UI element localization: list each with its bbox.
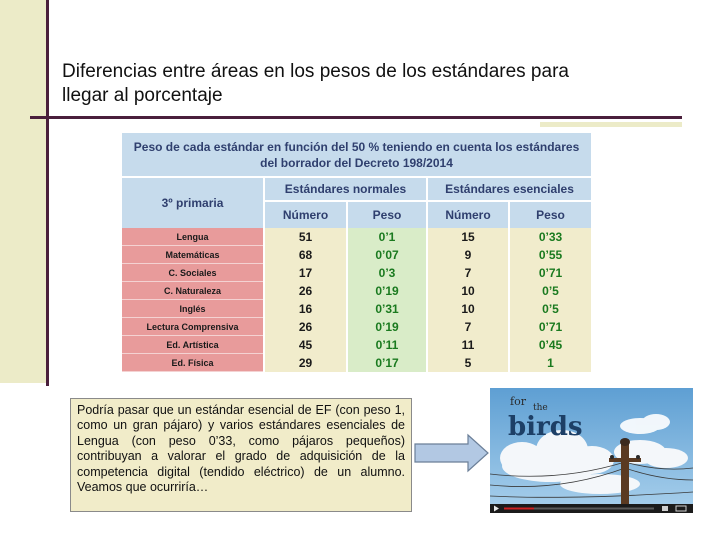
table-row <box>122 228 591 246</box>
standards-table-image <box>122 133 591 369</box>
volume-icon <box>662 506 668 511</box>
normal-weight-cell: 0’17 <box>347 354 427 372</box>
table-row <box>122 300 591 318</box>
normal-number-cell: 17 <box>264 264 347 282</box>
explanation-note-text: Podría pasar que un estándar esencial de EF (con peso 1, como un gran pájaro) y varios estándares esenciales de Lengua (con peso 0’33, como pájaros pequeños) contribuyan a valorar el grado de adquisición de la competencia digital (tendido eléctrico) de un alumno. Veamos que ocurriría… <box>77 403 405 495</box>
slide-title <box>62 60 682 108</box>
subject-cell: Ed. Física <box>122 354 264 372</box>
essential-weight-cell: 0’5 <box>509 300 591 318</box>
subject-cell: C. Naturaleza <box>122 282 264 300</box>
video-controls <box>490 504 693 513</box>
normal-weight-cell: 0’19 <box>347 282 427 300</box>
table-row <box>122 336 591 354</box>
table-row <box>122 246 591 264</box>
essential-weight-cell: 0’45 <box>509 336 591 354</box>
title-divider <box>30 116 682 119</box>
essential-number-cell: 7 <box>427 318 509 336</box>
essential-weight-header: Peso <box>509 201 591 228</box>
subject-cell: Lengua <box>122 228 264 246</box>
table-row <box>122 354 591 372</box>
normal-weight-cell: 0’19 <box>347 318 427 336</box>
side-band <box>0 0 46 383</box>
normal-weight-cell: 0’07 <box>347 246 427 264</box>
essential-number-cell: 7 <box>427 264 509 282</box>
title-divider-accent <box>540 122 682 127</box>
progress-fill <box>504 508 534 510</box>
essential-weight-cell: 0’55 <box>509 246 591 264</box>
logo-for: for <box>510 395 526 408</box>
table-row <box>122 282 591 300</box>
essential-number-cell: 9 <box>427 246 509 264</box>
logo-the: the <box>533 403 548 413</box>
normal-weight-cell: 0’1 <box>347 228 427 246</box>
play-icon <box>494 506 499 512</box>
essential-weight-cell: 0’5 <box>509 282 591 300</box>
normal-number-cell: 68 <box>264 246 347 264</box>
normal-standards-header: Estándares normales <box>264 177 427 201</box>
normal-number-cell: 45 <box>264 336 347 354</box>
table-row <box>122 264 591 282</box>
essential-number-cell: 11 <box>427 336 509 354</box>
normal-weight-header: Peso <box>347 201 427 228</box>
logo-birds: birds <box>508 412 583 442</box>
normal-weight-cell: 0’11 <box>347 336 427 354</box>
subject-cell: Matemáticas <box>122 246 264 264</box>
subject-cell: Inglés <box>122 300 264 318</box>
essential-weight-cell: 0’33 <box>509 228 591 246</box>
essential-number-cell: 5 <box>427 354 509 372</box>
essential-weight-cell: 0’71 <box>509 318 591 336</box>
subject-cell: Ed. Artística <box>122 336 264 354</box>
video-thumbnail[interactable] <box>490 388 693 513</box>
essential-number-header: Número <box>427 201 509 228</box>
subject-cell: Lectura Comprensiva <box>122 318 264 336</box>
subject-cell: C. Sociales <box>122 264 264 282</box>
slide-title-line-2: llegar al porcentaje <box>62 85 223 106</box>
normal-number-header: Número <box>264 201 347 228</box>
table-caption-line-1: Peso de cada estándar en función del 50 % teniendo en cuenta los estándares <box>133 139 580 154</box>
essential-weight-cell: 1 <box>509 354 591 372</box>
normal-number-cell: 26 <box>264 318 347 336</box>
grade-header: 3º primaria <box>122 177 264 228</box>
normal-weight-cell: 0’3 <box>347 264 427 282</box>
right-arrow-icon <box>414 433 490 473</box>
side-accent-line <box>46 0 49 386</box>
normal-number-cell: 51 <box>264 228 347 246</box>
normal-number-cell: 29 <box>264 354 347 372</box>
essential-standards-header: Estándares esenciales <box>427 177 591 201</box>
normal-number-cell: 16 <box>264 300 347 318</box>
table-caption <box>122 133 591 177</box>
table-caption-line-2: del borrador del Decreto 198/2014 <box>260 155 453 170</box>
essential-weight-cell: 0’71 <box>509 264 591 282</box>
slide-title-line-1: Diferencias entre áreas en los pesos de los estándares para <box>62 61 569 82</box>
normal-number-cell: 26 <box>264 282 347 300</box>
standards-table <box>122 133 591 372</box>
explanation-note <box>70 398 412 512</box>
table-row <box>122 318 591 336</box>
normal-weight-cell: 0’31 <box>347 300 427 318</box>
essential-number-cell: 10 <box>427 282 509 300</box>
video-control-bar[interactable] <box>490 504 693 513</box>
essential-number-cell: 10 <box>427 300 509 318</box>
fullscreen-icon <box>676 506 686 511</box>
essential-number-cell: 15 <box>427 228 509 246</box>
